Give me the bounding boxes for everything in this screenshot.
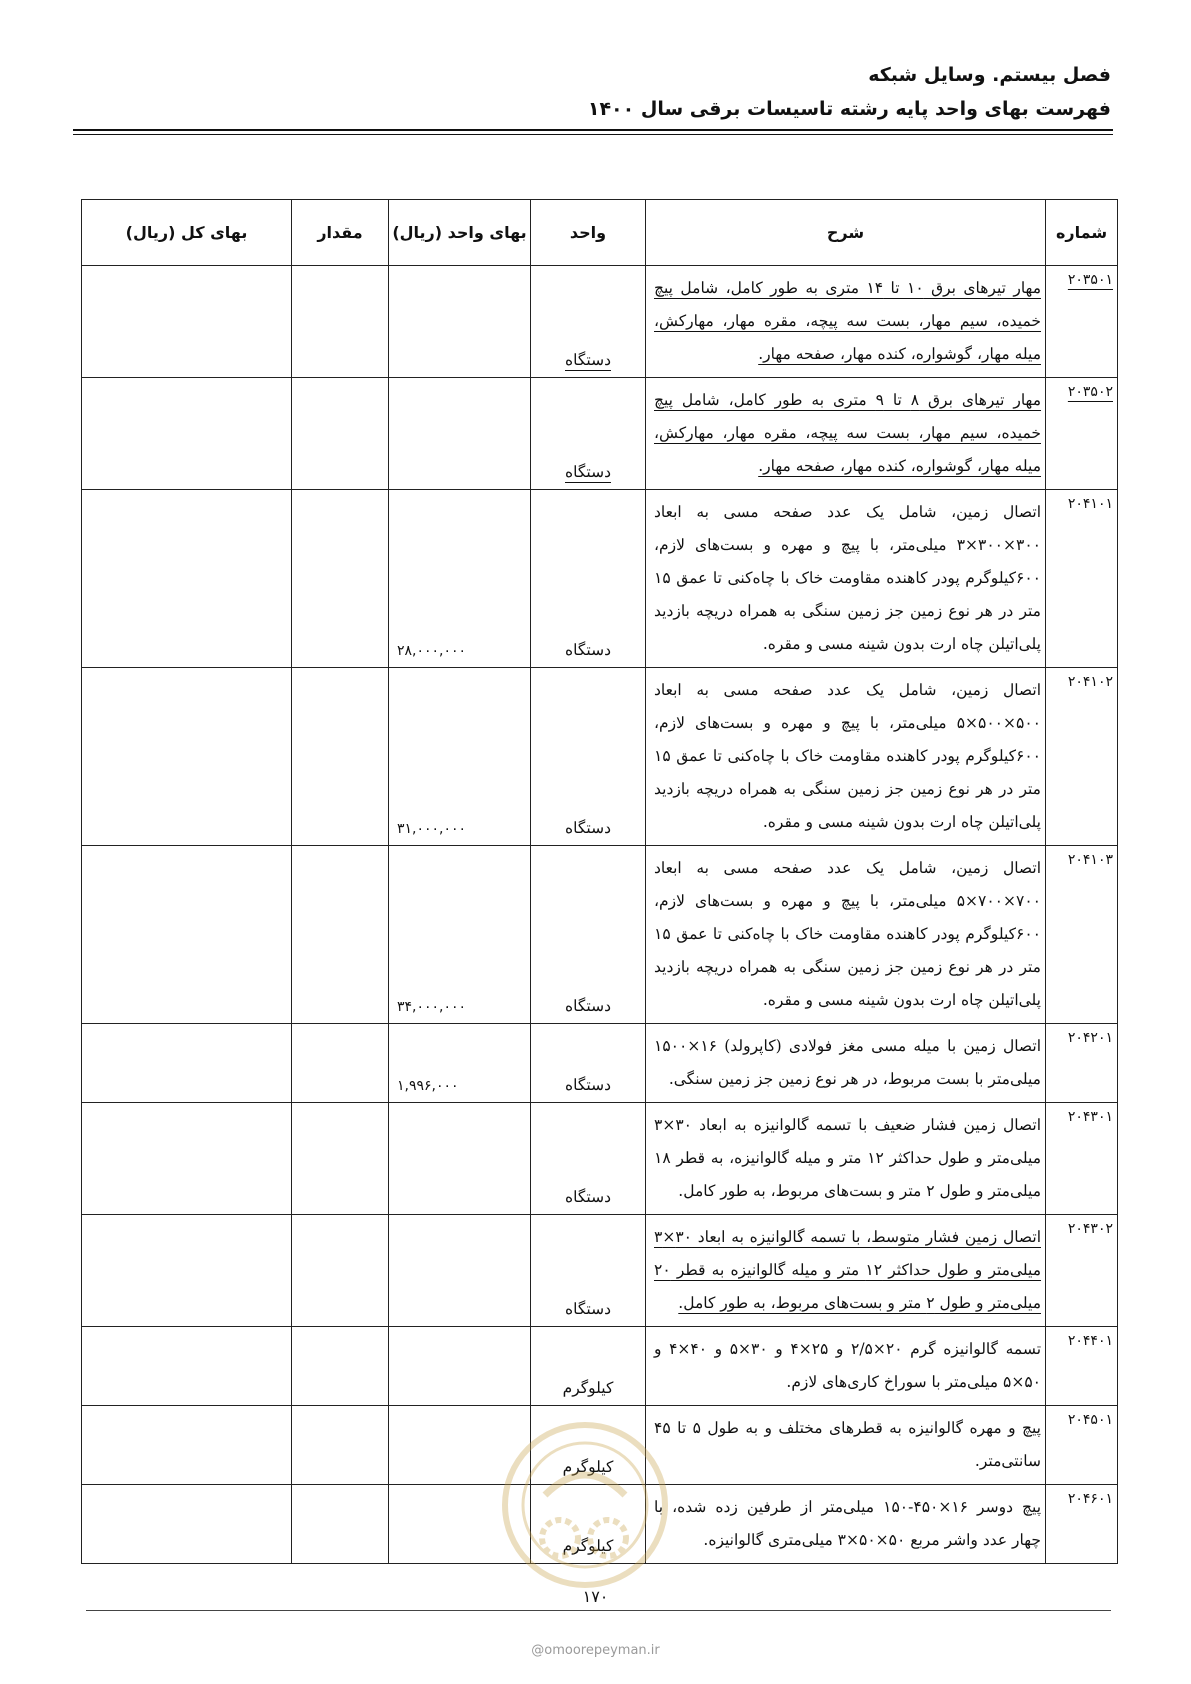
item-quantity	[292, 378, 389, 490]
item-unit-price	[389, 378, 531, 490]
col-header-code: شماره	[1046, 200, 1118, 266]
item-quantity	[292, 490, 389, 668]
page-number: ۱۷۰	[582, 1587, 609, 1606]
table-row	[82, 1024, 1118, 1103]
table-row	[82, 668, 1118, 846]
table-row	[82, 1406, 1118, 1485]
item-total-price	[82, 1485, 292, 1564]
watermark-url: @omoorepeyman.ir	[531, 1643, 660, 1658]
table-row	[82, 266, 1118, 378]
item-description: اتصال زمین، شامل یک عدد صفحه مسی به ابعاد ۵۰۰×۵۰۰×۵ میلی‌متر، با پیچ و مهره و بست‌های لازم، ۶۰۰کیلوگرم پودر کاهنده مقاومت خاک با چاه‌کنی تا عمق ۱۵ متر در هر نوع زمین جز زمین سنگی به همراه دریچه بازدید پلی‌اتیلن چاه ارت بدون شینه مسی و مقره.	[646, 668, 1046, 846]
price-list-title: فهرست بهای واحد پایه رشته تاسیسات برقی سال ۱۴۰۰	[587, 98, 1111, 120]
footer-rule	[86, 1610, 1111, 1611]
item-total-price	[82, 1327, 292, 1406]
item-total-price	[82, 1215, 292, 1327]
item-code: ۲۰۴۵۰۱	[1046, 1406, 1118, 1485]
item-quantity	[292, 1406, 389, 1485]
item-quantity	[292, 266, 389, 378]
item-unit-price: ۳۴,۰۰۰,۰۰۰	[389, 846, 531, 1024]
item-unit: دستگاه	[531, 266, 646, 378]
item-description: اتصال زمین، شامل یک عدد صفحه مسی به ابعاد ۳۰۰×۳۰۰×۳ میلی‌متر، با پیچ و مهره و بست‌های لازم، ۶۰۰کیلوگرم پودر کاهنده مقاومت خاک با چاه‌کنی تا عمق ۱۵ متر در هر نوع زمین جز زمین سنگی به همراه دریچه بازدید پلی‌اتیلن چاه ارت بدون شینه مسی و مقره.	[646, 490, 1046, 668]
table-row	[82, 846, 1118, 1024]
item-quantity	[292, 1215, 389, 1327]
item-unit: کیلوگرم	[531, 1327, 646, 1406]
item-description: اتصال زمین، شامل یک عدد صفحه مسی به ابعاد ۷۰۰×۷۰۰×۵ میلی‌متر، با پیچ و مهره و بست‌های لازم، ۶۰۰کیلوگرم پودر کاهنده مقاومت خاک با چاه‌کنی تا عمق ۱۵ متر در هر نوع زمین جز زمین سنگی به همراه دریچه بازدید پلی‌اتیلن چاه ارت بدون شینه مسی و مقره.	[646, 846, 1046, 1024]
item-unit-price: ۲۸,۰۰۰,۰۰۰	[389, 490, 531, 668]
item-unit-price	[389, 1406, 531, 1485]
item-description: پیچ دوسر ۱۶×۴۵۰-۱۵۰ میلی‌متر از طرفین زده شده، با چهار عدد واشر مربع ۵۰×۵۰×۳ میلی‌متری گالوانیزه.	[646, 1485, 1046, 1564]
item-code: ۲۰۴۳۰۲	[1046, 1215, 1118, 1327]
col-header-unit: واحد	[531, 200, 646, 266]
item-unit-price	[389, 1215, 531, 1327]
table-row	[82, 490, 1118, 668]
col-header-unit-price: بهای واحد (ریال)	[389, 200, 531, 266]
table-row	[82, 1485, 1118, 1564]
header-rule-thin	[73, 134, 1113, 135]
item-unit: دستگاه	[531, 846, 646, 1024]
item-total-price	[82, 378, 292, 490]
item-total-price	[82, 1406, 292, 1485]
item-total-price	[82, 1103, 292, 1215]
item-quantity	[292, 1024, 389, 1103]
item-unit: دستگاه	[531, 668, 646, 846]
item-unit: دستگاه	[531, 1024, 646, 1103]
table-row	[82, 1327, 1118, 1406]
price-table	[81, 199, 1118, 1564]
item-code: ۲۰۳۵۰۲	[1046, 378, 1118, 490]
item-unit: دستگاه	[531, 490, 646, 668]
item-quantity	[292, 668, 389, 846]
item-code: ۲۰۴۶۰۱	[1046, 1485, 1118, 1564]
table-row	[82, 1215, 1118, 1327]
table-row	[82, 1103, 1118, 1215]
table-header-row	[82, 200, 1118, 266]
item-description: اتصال زمین فشار متوسط، با تسمه گالوانیزه به ابعاد ۳۰×۳ میلی‌متر و طول حداکثر ۱۲ متر و میله گالوانیزه به قطر ۲۰ میلی‌متر و طول ۲ متر و بست‌های مربوط، به طور کامل.	[646, 1215, 1046, 1327]
item-description: اتصال زمین با میله مسی مغز فولادی (کاپرولد) ۱۶×۱۵۰۰ میلی‌متر با بست مربوط، در هر نوع زمین جز زمین سنگی.	[646, 1024, 1046, 1103]
table-row	[82, 378, 1118, 490]
col-header-description: شرح	[646, 200, 1046, 266]
item-description: مهار تیرهای برق ۱۰ تا ۱۴ متری به طور کامل، شامل پیچ خمیده، سیم مهار، بست سه پیچه، مقره مهار، مهارکش، میله مهار، گوشواره، کنده مهار، صفحه مهار.	[646, 266, 1046, 378]
item-unit: دستگاه	[531, 378, 646, 490]
header-rule	[73, 129, 1113, 131]
item-code: ۲۰۴۳۰۱	[1046, 1103, 1118, 1215]
item-total-price	[82, 490, 292, 668]
chapter-title: فصل بیستم. وسایل شبکه	[868, 64, 1111, 86]
item-unit: دستگاه	[531, 1103, 646, 1215]
page-header	[80, 58, 1111, 126]
item-quantity	[292, 1103, 389, 1215]
item-code: ۲۰۴۲۰۱	[1046, 1024, 1118, 1103]
item-description: مهار تیرهای برق ۸ تا ۹ متری به طور کامل، شامل پیچ خمیده، سیم مهار، بست سه پیچه، مقره مهار، مهارکش، میله مهار، گوشواره، کنده مهار، صفحه مهار.	[646, 378, 1046, 490]
item-unit: دستگاه	[531, 1215, 646, 1327]
item-total-price	[82, 846, 292, 1024]
item-quantity	[292, 1485, 389, 1564]
item-description: تسمه گالوانیزه گرم ۲۰×۲/۵ و ۲۵×۴ و ۳۰×۵ و ۴۰×۴ و ۵۰×۵ میلی‌متر با سوراخ کاری‌های لازم.	[646, 1327, 1046, 1406]
item-unit-price	[389, 1485, 531, 1564]
item-unit-price	[389, 1327, 531, 1406]
item-code: ۲۰۴۴۰۱	[1046, 1327, 1118, 1406]
item-code: ۲۰۴۱۰۱	[1046, 490, 1118, 668]
col-header-quantity: مقدار	[292, 200, 389, 266]
col-header-total-price: بهای کل (ریال)	[82, 200, 292, 266]
item-total-price	[82, 1024, 292, 1103]
item-code: ۲۰۴۱۰۲	[1046, 668, 1118, 846]
item-unit-price: ۱,۹۹۶,۰۰۰	[389, 1024, 531, 1103]
item-unit-price	[389, 266, 531, 378]
item-unit-price	[389, 1103, 531, 1215]
item-description: پیچ و مهره گالوانیزه به قطرهای مختلف و به طول ۵ تا ۴۵ سانتی‌متر.	[646, 1406, 1046, 1485]
item-quantity	[292, 1327, 389, 1406]
item-total-price	[82, 668, 292, 846]
item-code: ۲۰۴۱۰۳	[1046, 846, 1118, 1024]
item-total-price	[82, 266, 292, 378]
item-description: اتصال زمین فشار ضعیف با تسمه گالوانیزه به ابعاد ۳۰×۳ میلی‌متر و طول حداکثر ۱۲ متر و میله گالوانیزه، به قطر ۱۸ میلی‌متر و طول ۲ متر و بست‌های مربوط، به طور کامل.	[646, 1103, 1046, 1215]
item-code: ۲۰۳۵۰۱	[1046, 266, 1118, 378]
item-unit-price: ۳۱,۰۰۰,۰۰۰	[389, 668, 531, 846]
item-quantity	[292, 846, 389, 1024]
item-unit: کیلوگرم	[531, 1485, 646, 1564]
item-unit: کیلوگرم	[531, 1406, 646, 1485]
